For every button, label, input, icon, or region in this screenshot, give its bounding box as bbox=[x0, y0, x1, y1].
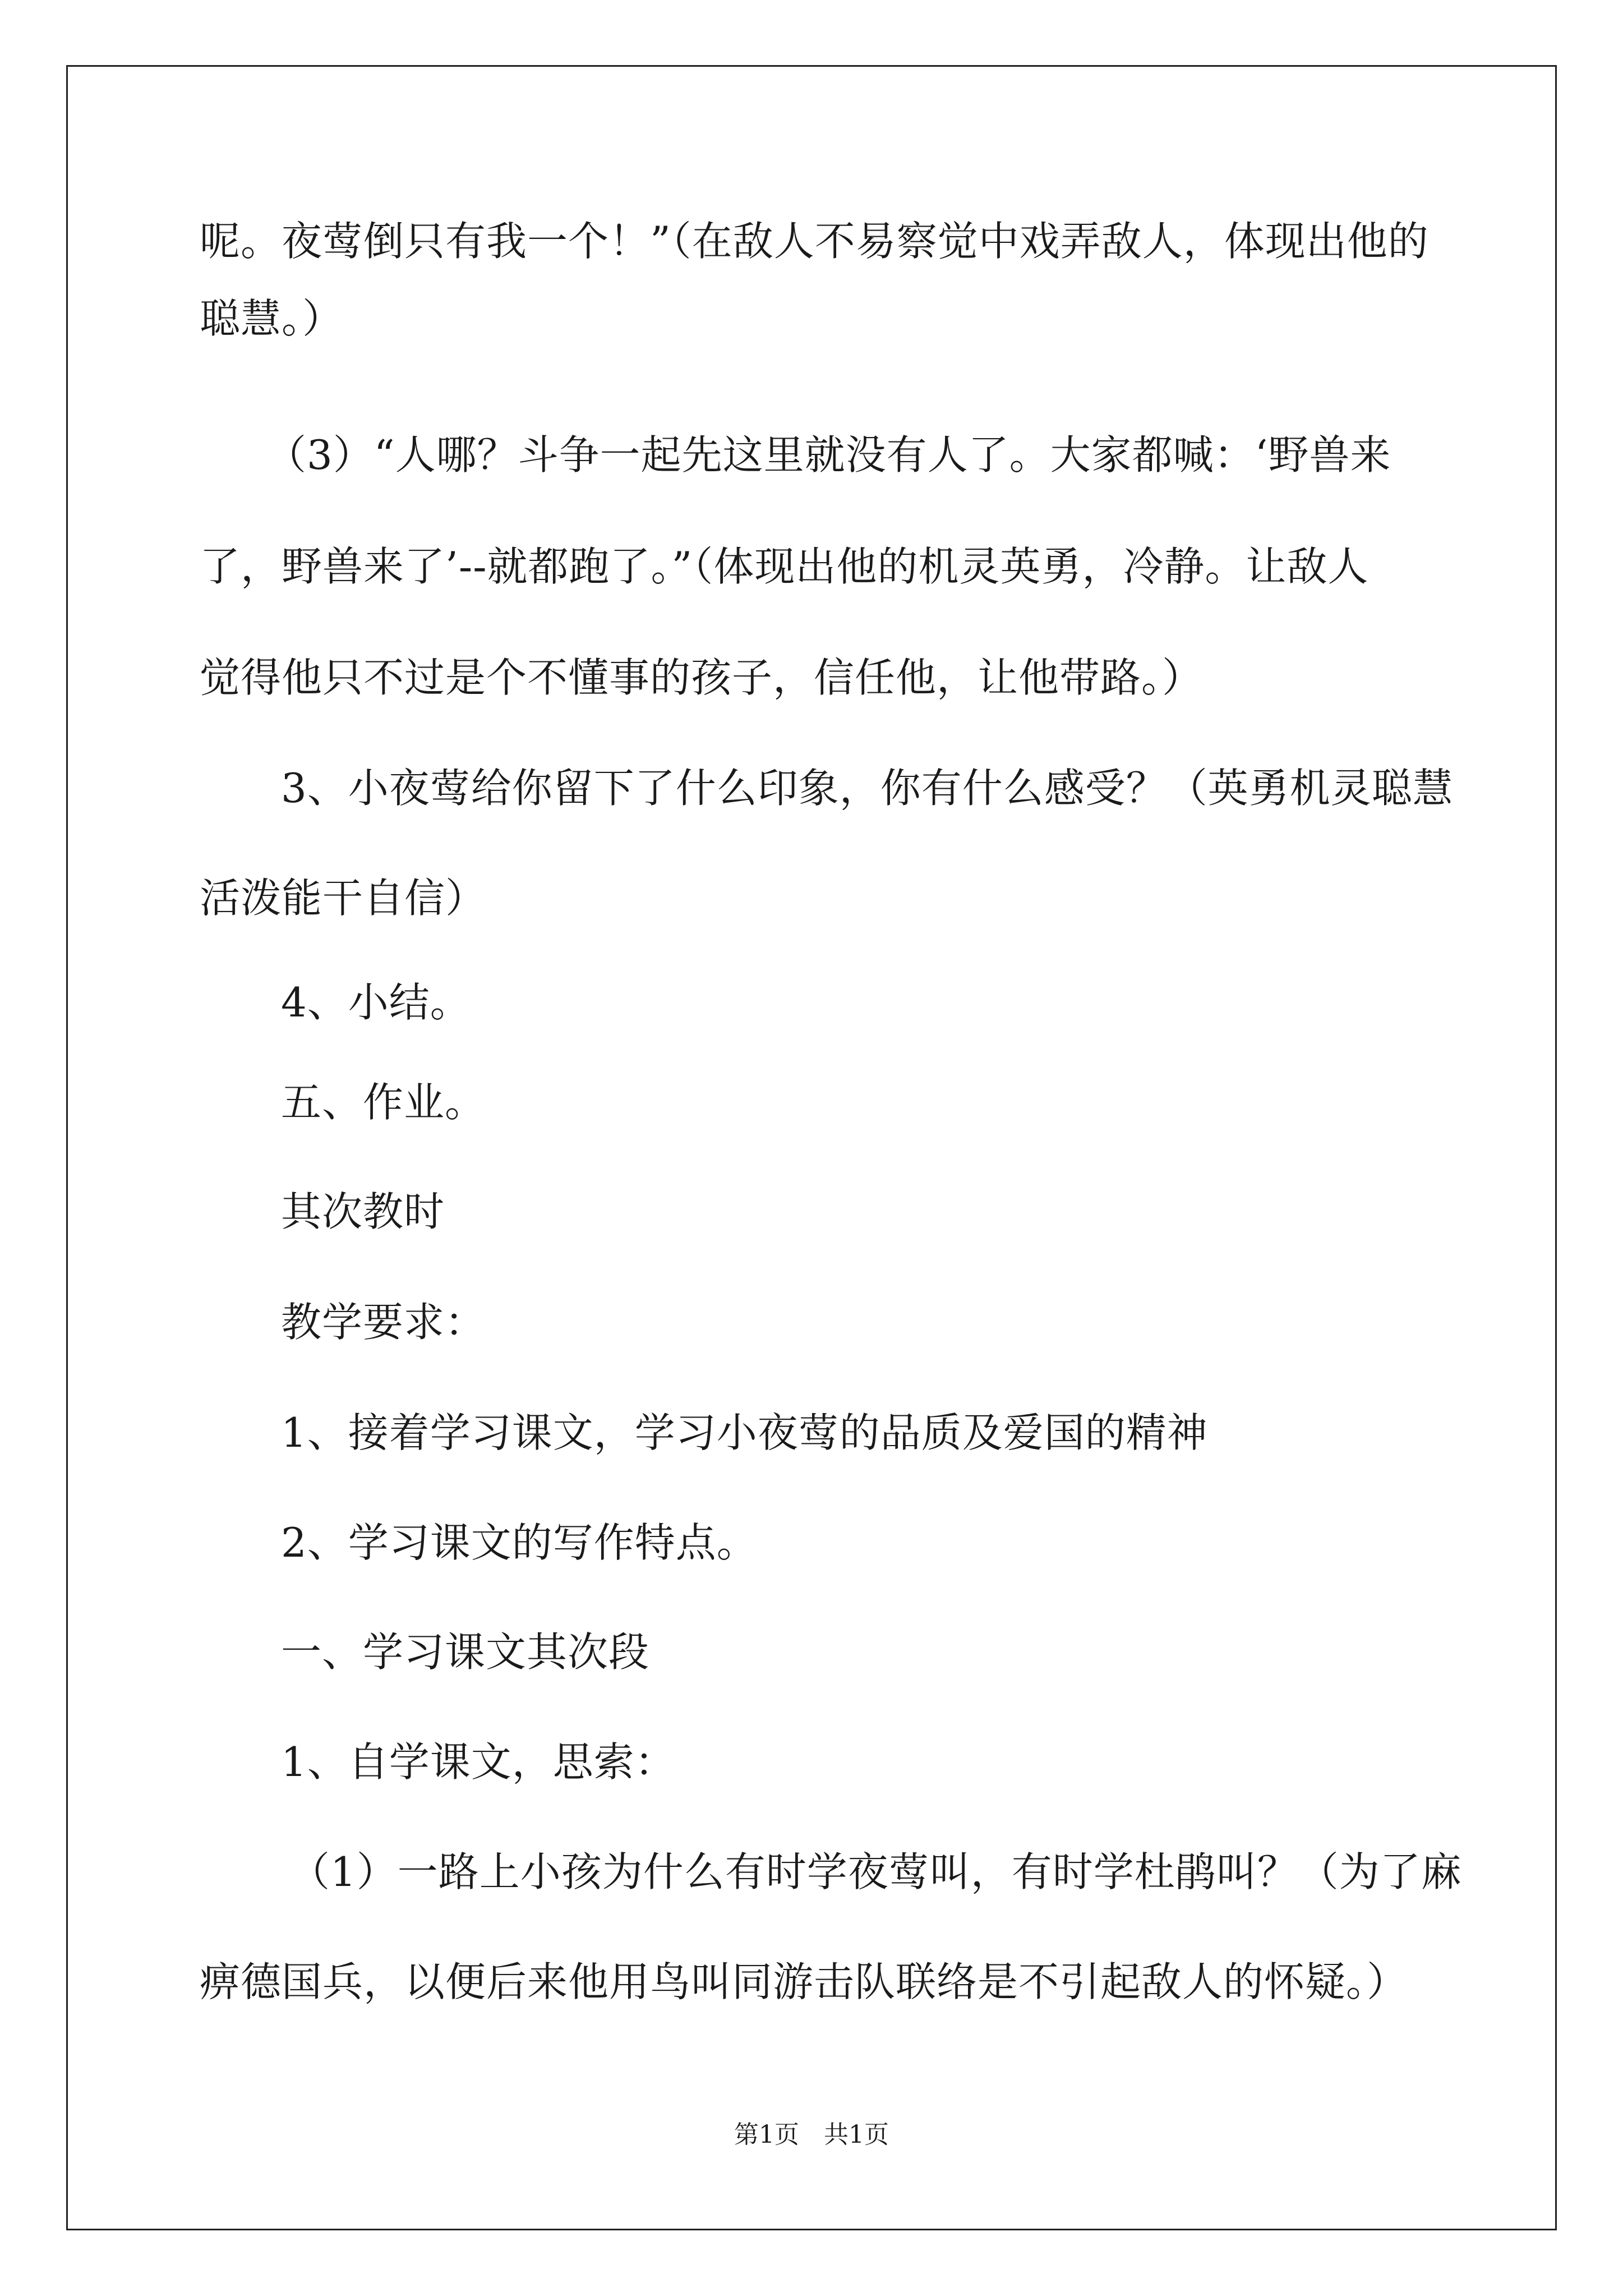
text-line: 3、小夜莺给你留下了什么印象，你有什么感受？（英勇机灵聪慧 bbox=[281, 765, 1454, 812]
text-line: 呢。夜莺倒只有我一个！”（在敌人不易察觉中戏弄敌人，体现出他的 bbox=[200, 218, 1429, 265]
page-border bbox=[66, 65, 1557, 2230]
text-line: 4、小结。 bbox=[281, 979, 471, 1026]
text-line: 聪慧。） bbox=[200, 295, 344, 342]
text-line: （1）一路上小孩为什么有时学夜莺叫，有时学杜鹃叫？（为了麻 bbox=[289, 1848, 1462, 1895]
text-line: 1、自学课文，思索： bbox=[281, 1738, 676, 1786]
text-line: 痹德国兵，以便后来他用鸟叫同游击队联络是不引起敌人的怀疑。） bbox=[200, 1958, 1408, 2005]
text-line: 其次教时 bbox=[281, 1188, 445, 1235]
text-line: 觉得他只不过是个不懂事的孩子，信任他，让他带路。） bbox=[200, 654, 1204, 701]
text-line: 2、学习课文的写作特点。 bbox=[281, 1519, 758, 1566]
text-line: 教学要求： bbox=[281, 1299, 486, 1346]
text-line: 五、作业。 bbox=[281, 1079, 486, 1126]
text-line: 一、学习课文其次段 bbox=[281, 1628, 650, 1676]
text-line: （3）“人哪？斗争一起先这里就没有人了。大家都喊：‘野兽来 bbox=[266, 431, 1391, 478]
text-line: 1、接着学习课文，学习小夜莺的品质及爱国的精神 bbox=[281, 1409, 1208, 1456]
page-footer: 第1页 共1页 bbox=[734, 2120, 889, 2149]
text-line: 了，野兽来了’--就都跑了。”（体现出他的机灵英勇，冷静。让敌人 bbox=[200, 543, 1369, 590]
text-line: 活泼能干自信） bbox=[200, 875, 487, 922]
